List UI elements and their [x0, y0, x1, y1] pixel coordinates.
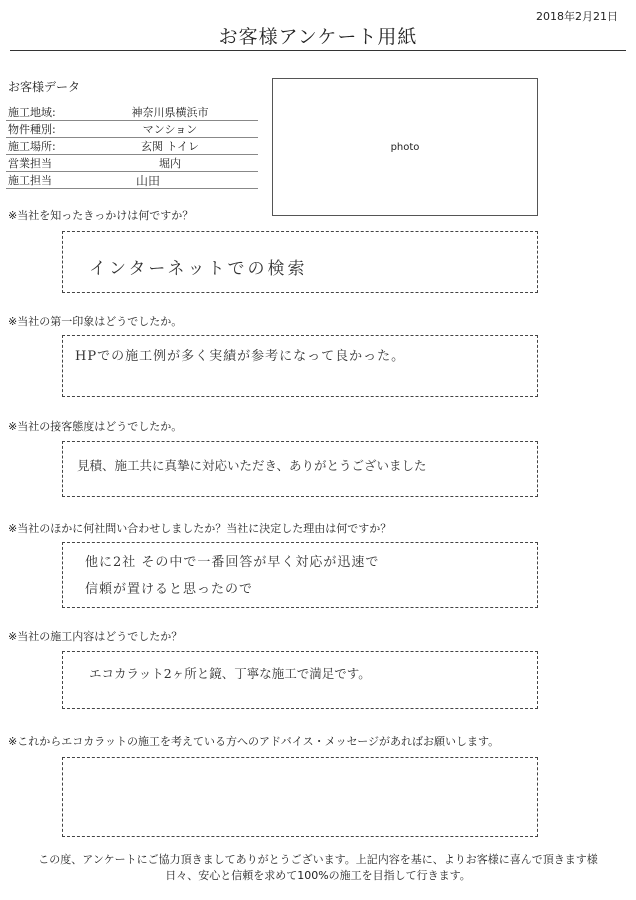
- row-value: 堀内: [159, 157, 181, 170]
- answer-box-customer-service: [62, 441, 538, 497]
- row-construction-location: [6, 138, 258, 155]
- row-label: 営業担当: [8, 157, 52, 170]
- row-label: 施工地域:: [8, 106, 56, 119]
- footer-message-line2: 日々、安心と信頼を求めて100%の施工を目指して行きます。: [165, 869, 471, 882]
- question-advice-message: ※これからエコカラットの施工を考えている方へのアドバイス・メッセージがあればお願いします。: [8, 735, 500, 748]
- row-value-handwritten: 山田: [136, 173, 161, 188]
- answer-box-construction-quality: [62, 651, 538, 709]
- row-value: 神奈川県横浜市: [131, 106, 209, 119]
- question-customer-service: ※当社の接客態度はどうでしたか。: [8, 420, 183, 433]
- row-sales-rep: [6, 155, 258, 172]
- row-label: 施工場所:: [8, 140, 56, 153]
- survey-date: 2018年2月21日: [536, 10, 618, 23]
- customer-data-heading: お客様データ: [8, 80, 81, 94]
- photo-placeholder: [272, 78, 538, 216]
- photo-label: photo: [390, 141, 420, 153]
- customer-data-table: [6, 104, 258, 189]
- answer-text-line2: 信頼が置けると思ったので: [85, 582, 254, 597]
- title-underline: [10, 50, 626, 51]
- row-value: マンション: [142, 123, 198, 136]
- row-property-type: [6, 121, 258, 138]
- answer-box-first-impression: [62, 335, 538, 397]
- answer-box-how-found: [62, 231, 538, 293]
- row-label: 物件種別:: [8, 123, 56, 136]
- row-label: 施工担当: [8, 174, 52, 187]
- answer-text-line1: 他に2社 その中で一番回答が早く対応が迅速で: [85, 555, 380, 570]
- question-construction-quality: ※当社の施工内容はどうでしたか？: [8, 630, 183, 643]
- answer-text: エコカラット2ヶ所と鏡、丁寧な施工で満足です。: [89, 666, 371, 681]
- answer-box-advice-message: [62, 757, 538, 837]
- row-construction-rep: [6, 172, 258, 189]
- row-value: 玄関 トイレ: [141, 140, 199, 153]
- answer-box-other-companies: [62, 542, 538, 608]
- answer-text: インターネットでの検索: [89, 259, 308, 279]
- page-title: お客様アンケート用紙: [218, 26, 418, 48]
- answer-text: 見積、施工共に真摯に対応いただき、ありがとうございました: [77, 458, 427, 473]
- question-how-found: ※当社を知ったきっかけは何ですか？: [8, 209, 194, 222]
- question-other-companies: ※当社のほかに何社問い合わせしましたか？当社に決定した理由は何ですか？: [8, 522, 392, 535]
- question-first-impression: ※当社の第一印象はどうでしたか。: [8, 315, 183, 328]
- row-construction-area: [6, 104, 258, 121]
- answer-text: HPでの施工例が多く実績が参考になって良かった。: [75, 349, 406, 364]
- footer-message-line1: この度、アンケートにご協力頂きましてありがとうございます。上記内容を基に、よりお客様に喜んで頂きます様: [38, 853, 598, 866]
